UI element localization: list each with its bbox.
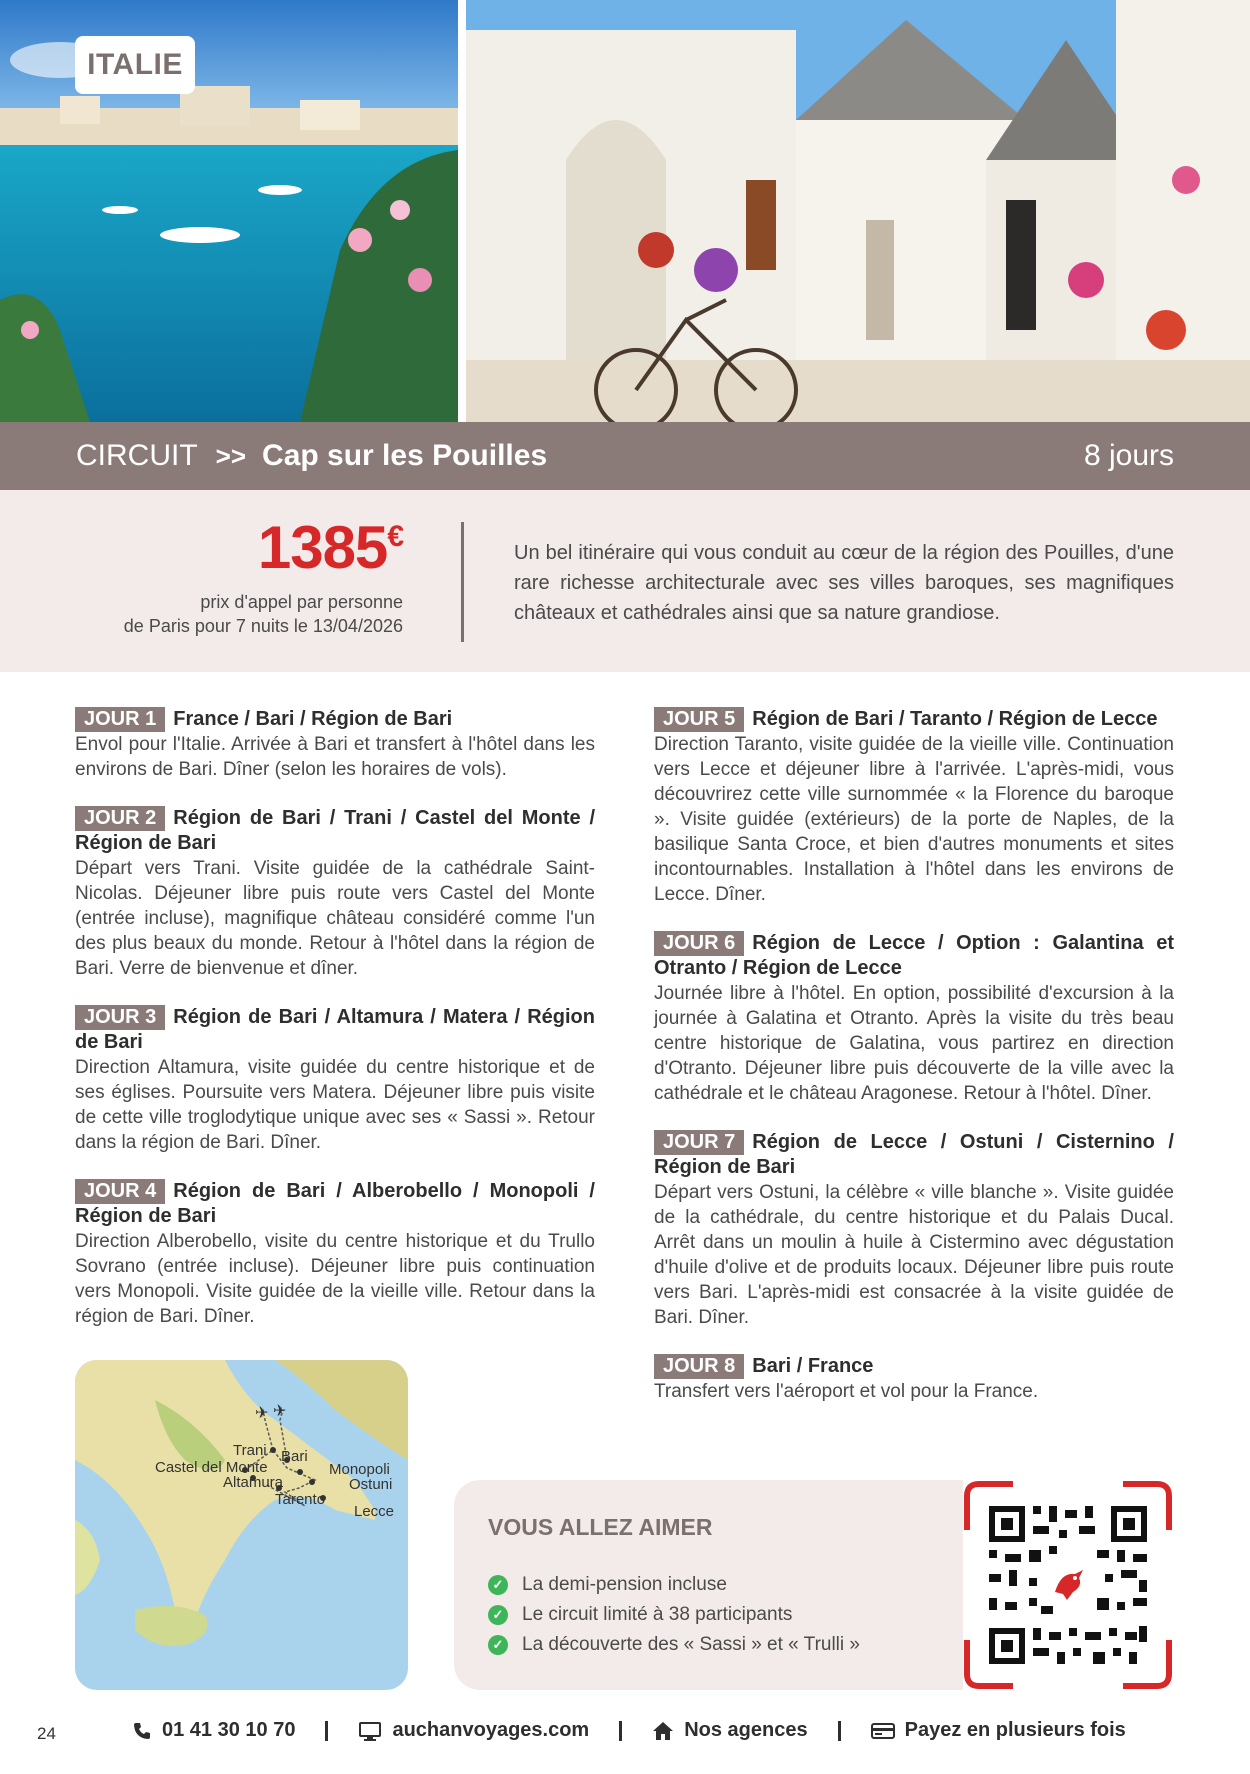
price-value: [90, 514, 403, 581]
day-badge: JOUR 4: [75, 1179, 165, 1204]
footer-website[interactable]: [358, 1719, 589, 1742]
day-badge: JOUR 1: [75, 707, 165, 732]
title-separator: >>: [215, 440, 247, 471]
trip-name: Cap sur les Pouilles: [262, 439, 548, 472]
day-2: [75, 806, 595, 981]
footer-agencies[interactable]: [652, 1719, 807, 1742]
intro-text: Un bel itinéraire qui vous conduit au cœur de la région des Pouilles, d'une rare richesse architecturale avec ses villes baroques, ses magnifiques châteaux et cathédrales ainsi que sa nature grandiose.: [514, 542, 1174, 624]
day-badge: JOUR 8: [654, 1354, 744, 1379]
trip-kind: CIRCUIT: [76, 439, 198, 472]
day-8: [654, 1354, 1174, 1404]
price-amount: 1385: [257, 514, 388, 581]
map-illustration: [75, 1360, 408, 1690]
day-title: Bari / France: [752, 1355, 874, 1377]
coast-photo: [0, 0, 458, 422]
day-badge: JOUR 6: [654, 931, 744, 956]
highlight-text: La demi-pension incluse: [522, 1574, 727, 1595]
highlight-item: [488, 1600, 860, 1630]
footer-payment[interactable]: [871, 1719, 1126, 1742]
price-block: [90, 514, 403, 638]
price-divider: [461, 522, 464, 642]
day-title: Région de Lecce / Option : Galantina et Otranto / Région de Lecce: [654, 932, 1174, 979]
day-1: [75, 707, 595, 782]
highlights-box: [454, 1480, 1014, 1690]
map-label-bari: Bari: [281, 1448, 308, 1465]
highlights-list: [488, 1570, 860, 1660]
price-currency: €: [387, 520, 403, 553]
phone-number: 01 41 30 10 70: [162, 1719, 296, 1741]
payment-link: Payez en plusieurs fois: [904, 1719, 1126, 1741]
footer-phone[interactable]: [132, 1719, 295, 1742]
day-3: [75, 1005, 595, 1155]
phone-icon: [132, 1721, 152, 1741]
map-label-lecce: Lecce: [354, 1503, 395, 1520]
footer: [0, 1714, 1250, 1754]
svg-text:✈: ✈: [255, 1403, 269, 1422]
day-badge: JOUR 7: [654, 1130, 744, 1155]
day-badge: JOUR 3: [75, 1005, 165, 1030]
itinerary-column-right: [654, 707, 1174, 1428]
footer-contacts: [132, 1719, 1126, 1742]
map-label-monopoli: Monopoli: [329, 1461, 390, 1478]
trip-duration: 8 jours: [1083, 439, 1174, 472]
route-map: [75, 1360, 408, 1690]
qr-code[interactable]: [963, 1480, 1173, 1690]
house-icon: [652, 1721, 674, 1741]
day-title: Région de Bari / Trani / Castel del Monte / Région de Bari: [75, 807, 595, 854]
day-title: Région de Lecce / Ostuni / Cisternino / Région de Bari: [654, 1131, 1174, 1178]
day-text: Départ vers Ostuni, la célèbre « ville blanche ». Visite guidée de la cathédrale, du centre historique et du Palais Ducal. Arrêt dans un moulin à huile à Cistermino avec dégustation d'huile d'olive et de produits locaux. Déjeuner libre puis route vers Bari. L'après-midi est consacrée à la visite guidée de Bari. Dîner.: [654, 1182, 1174, 1328]
check-icon: ✓: [488, 1575, 508, 1595]
day-6: [654, 931, 1174, 1106]
day-text: Journée libre à l'hôtel. En option, possibilité d'excursion à la journée à Galatina et Otranto. Après la visite du très beau centre historique de Galatina, vous partirez en direction d'Otranto. Déjeuner libre puis découverte de la ville avec la cathédrale et le château Aragonese. Retour à l'hôtel. Dîner.: [654, 983, 1174, 1104]
price-note-line2: de Paris pour 7 nuits le 13/04/2026: [123, 616, 403, 636]
day-4: [75, 1179, 595, 1329]
price-note-line1: prix d'appel par personne: [200, 592, 403, 612]
map-label-trani: Trani: [233, 1442, 267, 1459]
highlight-item: [488, 1630, 860, 1660]
highlight-text: La découverte des « Sassi » et « Trulli »: [522, 1634, 860, 1655]
page-number: 24: [37, 1724, 56, 1743]
map-label-altamura: Altamura: [223, 1474, 284, 1491]
map-label-castel-del-monte: Castel del Monte: [155, 1459, 268, 1476]
day-text: Départ vers Trani. Visite guidée de la cathédrale Saint-Nicolas. Déjeuner libre puis route vers Castel del Monte (entrée incluse), magnifique château considéré comme l'un des plus beaux du monde. Retour à l'hôtel dans la région de Bari. Verre de bienvenue et dîner.: [75, 858, 595, 979]
day-text: Direction Alberobello, visite du centre historique et du Trullo Sovrano (entrée incluse). Déjeuner libre puis continuation vers Monopoli. Visite guidée de la vieille ville. Retour dans la région de Bari. Dîner.: [75, 1231, 595, 1327]
day-title: Région de Bari / Taranto / Région de Lecce: [752, 708, 1158, 730]
day-title: Région de Bari / Alberobello / Monopoli / Région de Bari: [75, 1180, 595, 1227]
day-badge: JOUR 5: [654, 707, 744, 732]
footer-divider: [325, 1721, 328, 1741]
price-band: [0, 490, 1250, 672]
day-text: Direction Altamura, visite guidée du centre historique et de ses églises. Poursuite vers Matera. Déjeuner libre puis visite de cette ville troglodytique unique avec ses « Sassi ». Retour dans la région de Bari. Dîner.: [75, 1057, 595, 1153]
trulli-photo: [466, 0, 1250, 422]
map-label-ostuni: Ostuni: [349, 1476, 393, 1493]
footer-divider: [619, 1721, 622, 1741]
website-link: auchanvoyages.com: [392, 1719, 590, 1741]
highlights-title: VOUS ALLEZ AIMER: [488, 1514, 713, 1540]
day-7: [654, 1130, 1174, 1330]
highlight-item: [488, 1570, 860, 1600]
day-title: France / Bari / Région de Bari: [173, 708, 453, 730]
highlight-text: Le circuit limité à 38 participants: [522, 1604, 793, 1625]
agencies-link: Nos agences: [684, 1719, 808, 1741]
day-text: Envol pour l'Italie. Arrivée à Bari et transfert à l'hôtel dans les environs de Bari. Dîner (selon les horaires de vols).: [75, 734, 595, 780]
svg-text:✈: ✈: [273, 1401, 287, 1420]
day-5: [654, 707, 1174, 907]
check-icon: ✓: [488, 1635, 508, 1655]
day-text: Direction Taranto, visite guidée de la vieille ville. Continuation vers Lecce et déjeuner libre à l'arrivée. L'après-midi, vous découvrirez cette ville surnommée « la Florence du baroque ». Visite guidée (extérieurs) de la porte de Naples, de la basilique Santa Croce, et bien d'autres monuments et sites incontournables. Installation à l'hôtel dans les environs de Lecce. Dîner.: [654, 734, 1174, 905]
credit-card-icon: [871, 1721, 895, 1741]
itinerary-column-left: [75, 707, 595, 1353]
footer-divider: [838, 1721, 841, 1741]
check-icon: ✓: [488, 1605, 508, 1625]
day-text: Transfert vers l'aéroport et vol pour la France.: [654, 1381, 1039, 1402]
monitor-icon: [358, 1721, 382, 1741]
map-label-tarento: Tarento: [275, 1491, 326, 1508]
country-tag: ITALIE: [75, 36, 195, 94]
title-band: [0, 422, 1250, 490]
day-badge: JOUR 2: [75, 806, 165, 831]
day-title: Région de Bari / Altamura / Matera / Région de Bari: [75, 1006, 595, 1053]
price-note: [90, 590, 403, 638]
